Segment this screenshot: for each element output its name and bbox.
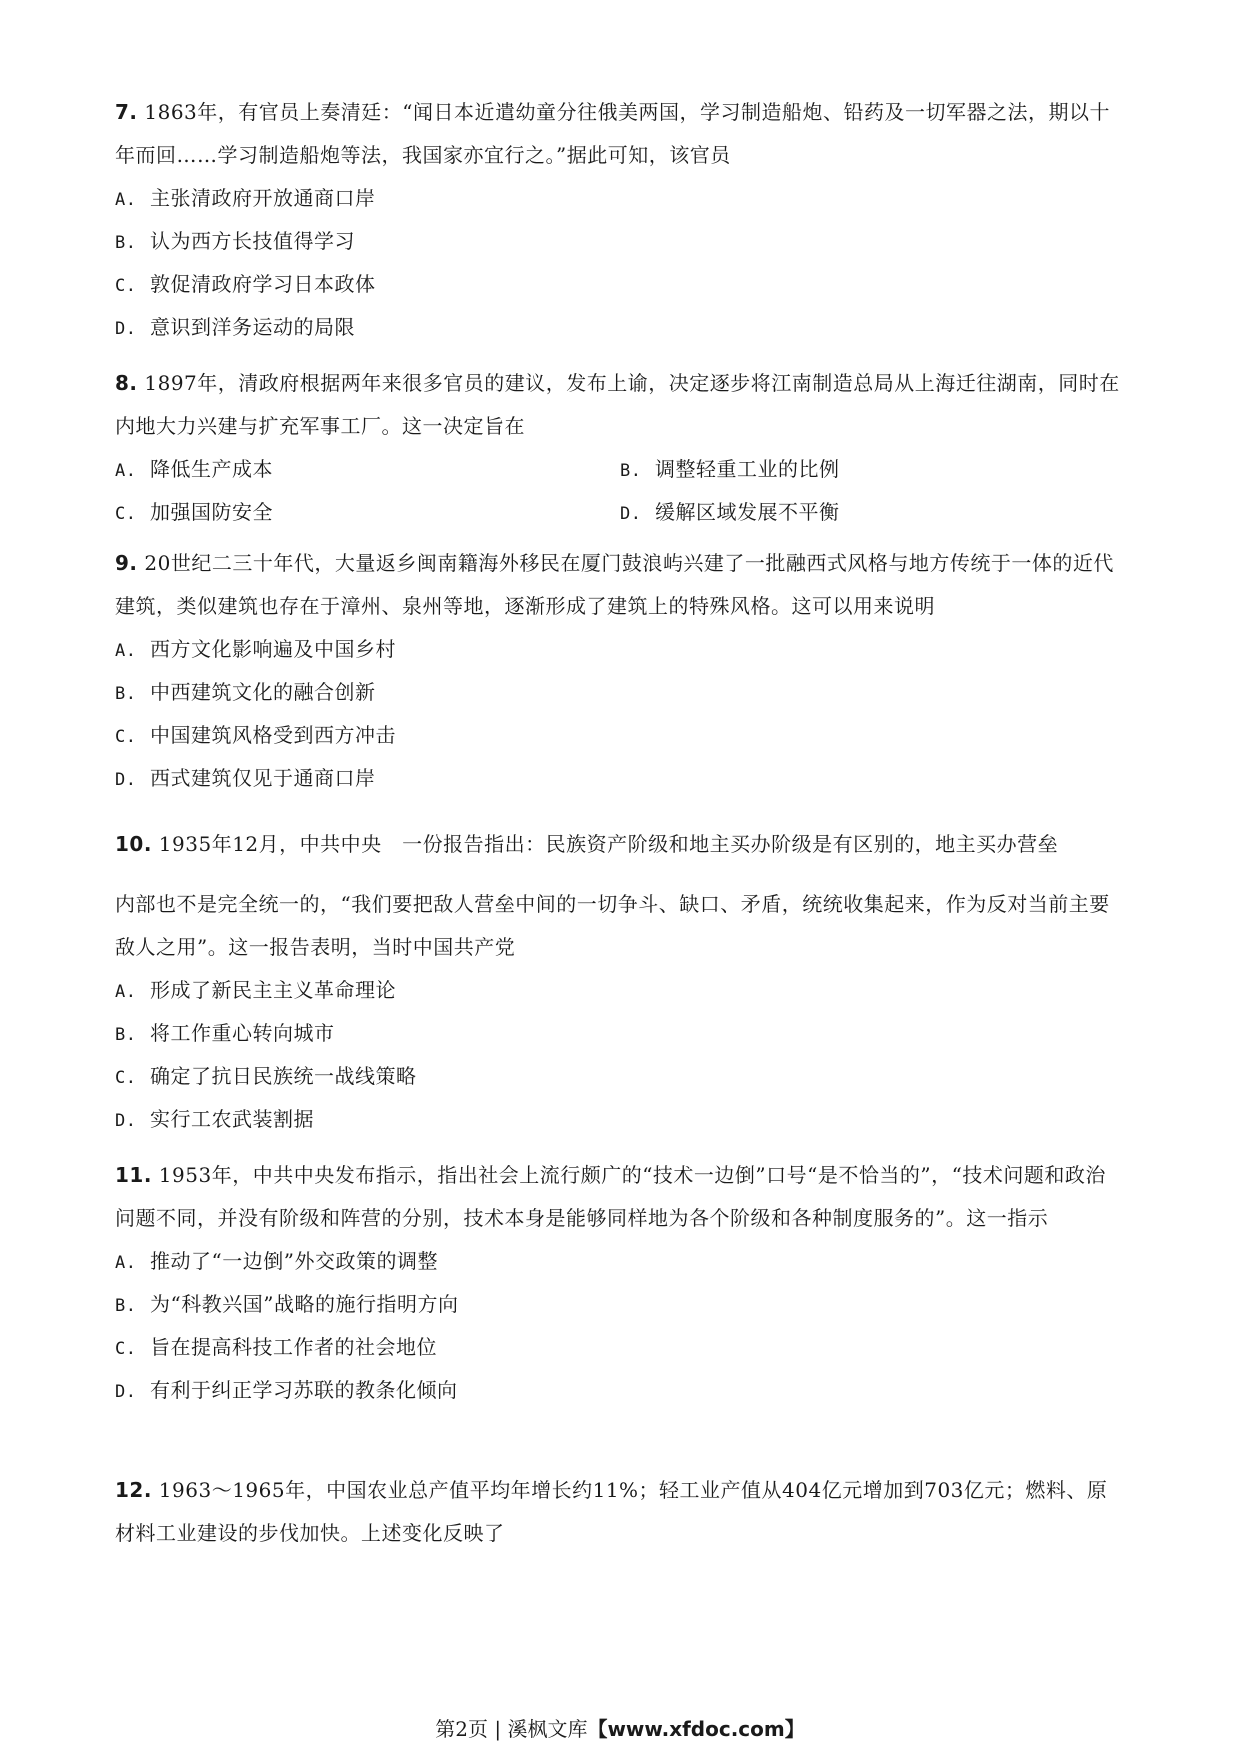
- option-b: [115, 220, 1125, 263]
- option-letter: C.: [115, 727, 137, 747]
- question-stem: [115, 823, 1125, 866]
- question-text: 20世纪二三十年代，大量返乡闽南籍海外移民在厦门鼓浪屿兴建了一批融西式风格与地方传统于一体的近代建筑，类似建筑也存在于漳州、泉州等地，逐渐形成了建筑上的特殊风格。这可以用来说明: [115, 551, 1114, 618]
- option-letter: B.: [115, 1025, 137, 1045]
- option-letter: B.: [115, 1296, 137, 1316]
- question-text: 1953年，中共中央发布指示，指出社会上流行颇广的“技术一边倒”口号“是不恰当的”，“技术问题和政治问题不同，并没有阶级和阵营的分别，技术本身是能够同样地为各个阶级和各种制度服务的”。这一指示: [115, 1163, 1106, 1230]
- question-stem-continued: 内部也不是完全统一的，“我们要把敌人营垒中间的一切争斗、缺口、矛盾，统统收集起来，作为反对当前主要敌人之用”。这一报告表明，当时中国共产党: [115, 892, 1110, 959]
- question-12: [115, 1469, 1125, 1555]
- question-stem: [115, 1154, 1125, 1240]
- question-number: 12.: [115, 1478, 152, 1502]
- option-letter: D.: [115, 319, 137, 339]
- page-number: 第2页: [435, 1717, 488, 1741]
- option-letter: B.: [115, 684, 137, 704]
- question-number: 10.: [115, 832, 152, 856]
- question-10: [115, 823, 1125, 1141]
- option-b: [620, 448, 1125, 491]
- question-11: [115, 1154, 1125, 1412]
- option-letter: A.: [115, 461, 137, 481]
- option-letter: D.: [115, 1382, 137, 1402]
- option-text: 认为西方长技值得学习: [150, 229, 355, 253]
- option-letter: A.: [115, 190, 137, 210]
- option-text: 确定了抗日民族统一战线策略: [150, 1064, 417, 1088]
- option-c: [115, 263, 1125, 306]
- option-text: 有利于纠正学习苏联的教条化倾向: [150, 1378, 458, 1402]
- question-stem: [115, 91, 1125, 177]
- site-link[interactable]: 【www.xfdoc.com】: [587, 1717, 805, 1741]
- question-number: 7.: [115, 100, 138, 124]
- option-a: [115, 969, 1125, 1012]
- option-letter: C.: [115, 1068, 137, 1088]
- option-row: [115, 491, 1125, 534]
- option-text: 意识到洋务运动的局限: [150, 315, 355, 339]
- option-letter: C.: [115, 504, 137, 524]
- option-letter: C.: [115, 1339, 137, 1359]
- option-d: [115, 1098, 1125, 1141]
- option-c: [115, 491, 620, 534]
- question-stem: [115, 542, 1125, 628]
- option-b: [115, 1012, 1125, 1055]
- question-text: 1863年，有官员上奏清廷：“闻日本近遣幼童分往俄美两国，学习制造船炮、铅药及一切军器之法，期以十年而回……学习制造船炮等法，我国家亦宜行之。”据此可知，该官员: [115, 100, 1110, 167]
- option-letter: A.: [115, 641, 137, 661]
- option-letter: D.: [115, 770, 137, 790]
- option-text: 将工作重心转向城市: [150, 1021, 335, 1045]
- option-text: 调整轻重工业的比例: [655, 457, 840, 481]
- page-footer: [0, 1715, 1240, 1743]
- option-text: 推动了“一边倒”外交政策的调整: [150, 1249, 438, 1273]
- option-c: [115, 1326, 1125, 1369]
- option-text: 中西建筑文化的融合创新: [150, 680, 376, 704]
- option-letter: D.: [620, 504, 642, 524]
- option-text: 西式建筑仅见于通商口岸: [150, 766, 376, 790]
- option-d: [620, 491, 1125, 534]
- option-row: [115, 448, 1125, 491]
- option-text: 主张清政府开放通商口岸: [150, 186, 376, 210]
- option-letter: C.: [115, 276, 137, 296]
- option-d: [115, 1369, 1125, 1412]
- library-name: 溪枫文库: [507, 1717, 588, 1741]
- option-d: [115, 757, 1125, 800]
- option-text: 形成了新民主主义革命理论: [150, 978, 396, 1002]
- question-number: 8.: [115, 371, 138, 395]
- footer-separator: |: [494, 1717, 502, 1741]
- option-d: [115, 306, 1125, 349]
- option-a: [115, 448, 620, 491]
- option-a: [115, 628, 1125, 671]
- question-text: 1963～1965年，中国农业总产值平均年增长约11%；轻工业产值从404亿元增加到703亿元；燃料、原材料工业建设的步伐加快。上述变化反映了: [115, 1478, 1108, 1545]
- option-c: [115, 1055, 1125, 1098]
- question-number: 9.: [115, 551, 138, 575]
- question-7: [115, 91, 1125, 349]
- option-a: [115, 1240, 1125, 1283]
- option-letter: B.: [620, 461, 642, 481]
- option-b: [115, 1283, 1125, 1326]
- option-letter: B.: [115, 233, 137, 253]
- option-text: 西方文化影响遍及中国乡村: [150, 637, 396, 661]
- question-8: [115, 362, 1125, 534]
- option-letter: A.: [115, 1253, 137, 1273]
- option-text: 旨在提高科技工作者的社会地位: [150, 1335, 437, 1359]
- question-stem: [115, 1469, 1125, 1555]
- option-letter: D.: [115, 1111, 137, 1131]
- option-text: 为“科教兴国”战略的施行指明方向: [150, 1292, 459, 1316]
- option-a: [115, 177, 1125, 220]
- option-text: 缓解区域发展不平衡: [655, 500, 840, 524]
- option-text: 实行工农武装割据: [150, 1107, 314, 1131]
- question-text: 1935年12月，中共中央 一份报告指出：民族资产阶级和地主买办阶级是有区别的，地主买办营垒: [158, 832, 1059, 856]
- question-text: 1897年，清政府根据两年来很多官员的建议，发布上谕，决定逐步将江南制造总局从上海迁往湖南，同时在内地大力兴建与扩充军事工厂。这一决定旨在: [115, 371, 1120, 438]
- option-letter: A.: [115, 982, 137, 1002]
- question-number: 11.: [115, 1163, 152, 1187]
- option-text: 中国建筑风格受到西方冲击: [150, 723, 396, 747]
- question-9: [115, 542, 1125, 800]
- option-text: 降低生产成本: [150, 457, 273, 481]
- option-c: [115, 714, 1125, 757]
- question-stem: [115, 362, 1125, 448]
- option-text: 加强国防安全: [150, 500, 273, 524]
- option-text: 敦促清政府学习日本政体: [150, 272, 376, 296]
- option-b: [115, 671, 1125, 714]
